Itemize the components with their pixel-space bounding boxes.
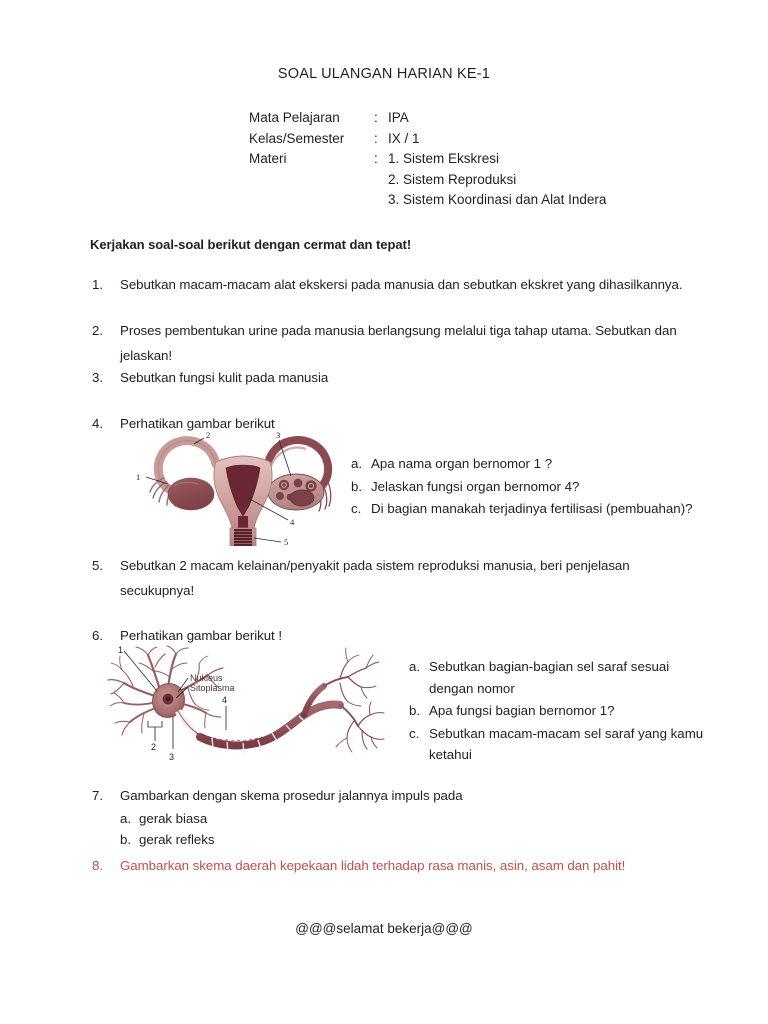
- question-7-sub-a-text: gerak biasa: [139, 811, 208, 826]
- question-1-number: 1.: [92, 277, 103, 292]
- question-1: [92, 272, 692, 297]
- question-4-answer-b-mark: b.: [351, 478, 363, 494]
- document-meta: [249, 108, 606, 211]
- uterus-label-5: 5: [284, 537, 289, 546]
- question-8-number: 8.: [92, 858, 103, 873]
- female-reproductive-system-diagram: [128, 428, 358, 546]
- uterus-label-2: 2: [206, 430, 211, 440]
- meta-value-material-3: 3. Sistem Koordinasi dan Alat Indera: [388, 192, 607, 207]
- question-7-sub-b: [120, 829, 692, 850]
- question-3-text: Sebutkan fungsi kulit pada manusia: [120, 370, 329, 385]
- neuron-annotation-sitoplasma: Sitoplasma: [190, 683, 235, 693]
- question-6-answer-a-mark: a.: [409, 659, 421, 674]
- question-3-number: 3.: [92, 370, 103, 385]
- instruction-text: Kerjakan soal-soal berikut dengan cermat dan tepat!: [90, 237, 412, 252]
- meta-value-material-1: 1. Sistem Ekskresi: [388, 151, 500, 166]
- meta-value-subject: IPA: [388, 110, 409, 125]
- uterus-label-1: 1: [136, 472, 141, 482]
- question-7-sub-b-text: gerak refleks: [139, 832, 215, 847]
- question-8: [92, 853, 712, 878]
- meta-row-class: [249, 129, 606, 150]
- meta-label-material: Materi: [249, 151, 287, 166]
- question-5: [92, 553, 692, 603]
- question-4-text: Perhatikan gambar berikut: [120, 416, 275, 431]
- question-4-answer-a: [351, 453, 726, 475]
- page-title: SOAL ULANGAN HARIAN KE-1: [277, 66, 491, 82]
- question-4-answer-a-mark: a.: [351, 456, 363, 471]
- question-7-body: [120, 783, 692, 850]
- question-6-number: 6.: [92, 628, 103, 643]
- question-4-answer-b-text: Jelaskan fungsi organ bernomor 4?: [371, 478, 580, 494]
- question-1-text: Sebutkan macam-macam alat ekskersi pada manusia dan sebutkan ekskret yang dihasilkannya.: [120, 277, 683, 292]
- question-6-text: Perhatikan gambar berikut !: [120, 628, 282, 643]
- question-3: [92, 365, 692, 390]
- meta-colon-material: :: [374, 151, 378, 166]
- question-4-number: 4.: [92, 416, 103, 431]
- meta-row-material: [249, 149, 606, 170]
- question-7-sub-a: [120, 808, 692, 829]
- question-4-answer-a-text: Apa nama organ bernomor 1 ?: [371, 456, 553, 471]
- question-8-text: Gambarkan skema daerah kepekaan lidah terhadap rasa manis, asin, asam dan pahit!: [120, 858, 626, 873]
- question-6-answer-c-text: Sebutkan macam-macam sel saraf yang kamu ketahui: [429, 725, 704, 762]
- question-6-answers: [409, 656, 709, 767]
- neuron-label-4: 4: [222, 695, 228, 705]
- neuron-label-3: 3: [169, 752, 175, 762]
- question-7: [92, 783, 692, 850]
- question-2-number: 2.: [92, 323, 103, 338]
- meta-colon-subject: :: [374, 110, 378, 125]
- question-4-answer-c: [351, 498, 726, 520]
- uterus-label-4: 4: [290, 517, 295, 527]
- meta-label-class: Kelas/Semester: [249, 130, 345, 146]
- question-7-sub-b-mark: b.: [120, 832, 131, 847]
- question-6-answer-b: [409, 700, 709, 722]
- question-6-answer-b-text: Apa fungsi bagian bernomor 1?: [429, 703, 615, 718]
- question-5-text: Sebutkan 2 macam kelainan/penyakit pada sistem reproduksi manusia, beri penjelasan secukupnya!: [120, 558, 630, 598]
- question-7-number: 7.: [92, 788, 103, 803]
- question-4-answers: [351, 453, 726, 521]
- meta-value-class: IX / 1: [388, 130, 420, 146]
- question-6-answer-b-mark: b.: [409, 703, 421, 718]
- question-7-sub-a-mark: a.: [120, 811, 131, 826]
- question-2: [92, 318, 700, 368]
- neuron-annotation-nukleus: Nukleus: [190, 673, 223, 683]
- footer-text: @@@selamat bekerja@@@: [295, 921, 473, 936]
- uterus-label-3: 3: [276, 430, 281, 440]
- question-4-answer-c-text: Di bagian manakah terjadinya fertilisasi (pembuahan)?: [371, 501, 693, 516]
- question-7-text: Gambarkan dengan skema prosedur jalannya impuls pada: [120, 788, 463, 803]
- meta-label-subject: Mata Pelajaran: [249, 110, 340, 125]
- question-5-number: 5.: [92, 558, 103, 573]
- meta-colon-class: :: [374, 130, 378, 146]
- question-6-answer-a-text: Sebutkan bagian-bagian sel saraf sesuai dengan nomor: [429, 659, 670, 696]
- question-2-text: Proses pembentukan urine pada manusia berlangsung melalui tiga tahap utama. Sebutkan dan jelaskan!: [120, 323, 677, 363]
- question-4-answer-b: [351, 476, 726, 498]
- neuron-cell-diagram: [100, 645, 390, 763]
- question-6-answer-c-mark: c.: [409, 725, 420, 741]
- neuron-label-1: 1: [118, 645, 124, 655]
- question-6-answer-c: [409, 723, 709, 766]
- question-4-answer-c-mark: c.: [351, 501, 362, 516]
- question-7-sub-list: [120, 808, 692, 850]
- meta-row-subject: [249, 108, 606, 129]
- question-6-answer-a: [409, 656, 709, 699]
- meta-value-material-2: 2. Sistem Reproduksi: [388, 171, 517, 187]
- neuron-label-2: 2: [151, 742, 157, 752]
